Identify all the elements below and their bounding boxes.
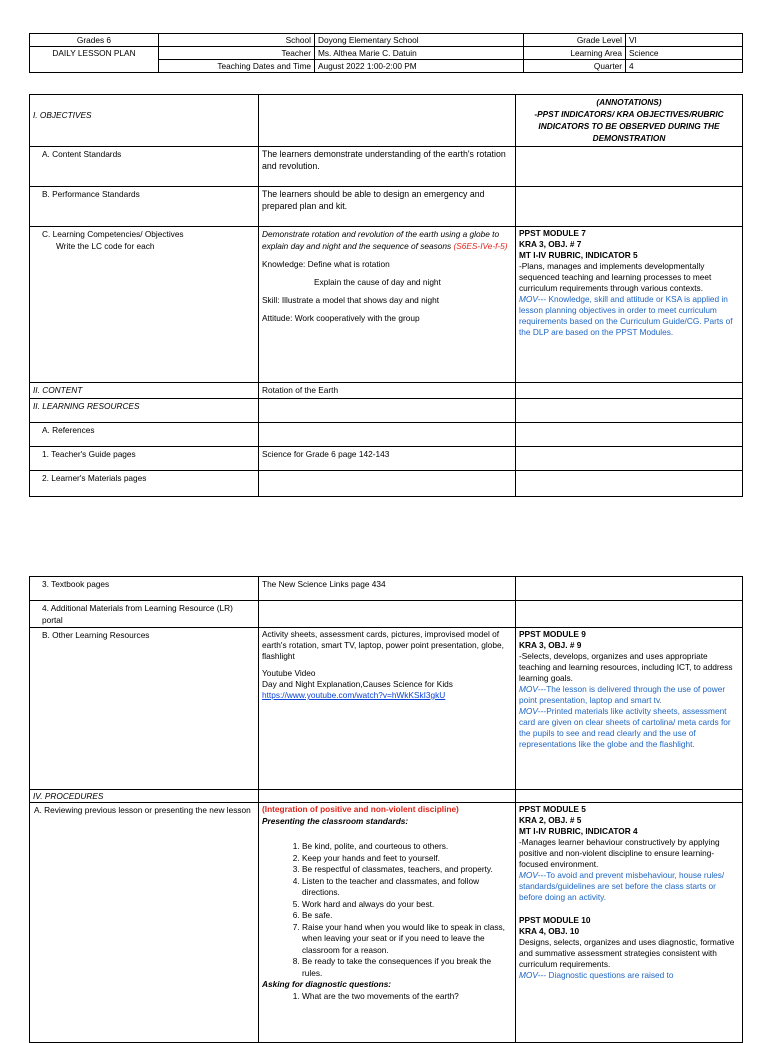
classroom-rule-item: 1. Be kind, polite, and courteous to others. [302,841,512,853]
content-standards-annotation [516,147,743,187]
content-standards-label: A. Content Standards [30,147,259,187]
grades-label: Grades 6 [30,34,159,47]
lc-code: (S6ES-IVe-f-5) [453,241,508,251]
dlp-title: DAILY LESSON PLAN [30,47,159,73]
school-label: School [159,34,315,47]
teachers-guide-annotation [516,447,743,471]
performance-standards-label: B. Performance Standards [30,187,259,227]
diagnostic-question-item: 1. What are the two movements of the earth? [302,991,512,1003]
learning-competencies-value [259,227,516,383]
lc-label-line1: C. Learning Competencies/ Objectives [42,229,184,239]
presenting-standards: Presenting the classroom standards: [262,815,409,826]
teachers-guide-label: 1. Teacher's Guide pages [30,447,259,471]
objectives-empty [259,95,516,147]
objectives-table [29,94,743,497]
ann3-module: PPST MODULE 5 [519,804,586,814]
classroom-rule-item: 5. Work hard and always do your best. [302,899,512,911]
ann3-kra: KRA 2, OBJ. # 5 [519,815,582,825]
learning-competencies-label [30,227,259,383]
quarter-value: 4 [626,60,743,73]
content-standards-value: The learners demonstrate understanding of the earth's rotation and revolution. [259,147,516,187]
learners-materials-value [259,471,516,497]
ann2-mov2-label: MOV [519,706,538,716]
learning-resources-annotation [516,399,743,423]
learning-area-value: Science [626,47,743,60]
school-value: Doyong Elementary School [315,34,524,47]
lc-label-line2: Write the LC code for each [56,241,155,251]
learning-area-label: Learning Area [524,47,626,60]
ann2-desc: -Selects, develops, organizes and uses appropriate teaching and learning resources, including ICT, to address learning goals. [519,651,733,683]
classroom-rule-item: 4. Listen to the teacher and classmates, and follow directions. [302,876,512,899]
ann4-mov-label: MOV [519,970,538,980]
annotations-subtitle: -PPST INDICATORS/ KRA OBJECTIVES/RUBRIC INDICATORS TO BE OBSERVED DURING THE DEMONSTRATION [534,109,724,143]
textbook-value: The New Science Links page 434 [259,577,516,601]
reviewing-lesson-text: A. Reviewing previous lesson or presenting the new lesson [34,805,251,815]
textbook-annotation [516,577,743,601]
reviewing-lesson-annotation [516,803,743,1043]
ann2-mov2: ---Printed materials like activity sheets, assessment card are given on clear sheets of cartolina/ meta cards for the pupils to see and read clearly and the use of representations like the globe and the flashlight. [519,706,731,749]
youtube-title: Day and Night Explanation,Causes Science for Kids [262,679,453,689]
ann-rubric: MT I-IV RUBRIC, INDICATOR 5 [519,250,638,260]
lc-text: Demonstrate rotation and revolution of the earth using a globe to explain day and night and the sequence of seasons [262,229,500,251]
ann4-module: PPST MODULE 10 [519,915,591,925]
references-label: A. References [30,423,259,447]
ann3-mov: ---To avoid and prevent misbehaviour, house rules/ standards/guidelines are set before the class starts or before doing an activity. [519,870,725,902]
performance-standards-value: The learners should be able to design an emergency and prepared plan and kit. [259,187,516,227]
references-value [259,423,516,447]
other-resources-text: Activity sheets, assessment cards, pictures, improvised model of earth's rotation, smart TV, laptop, power point presentation, globe, flashlight [262,629,504,661]
ann-module: PPST MODULE 7 [519,228,586,238]
classroom-rules-list [262,841,512,979]
textbook-label: 3. Textbook pages [30,577,259,601]
teacher-label: Teacher [159,47,315,60]
header-table [29,33,743,73]
additional-materials-annotation [516,601,743,628]
knowledge-objective: Knowledge: Define what is rotation [262,259,390,269]
ann3-mov-label: MOV [519,870,538,880]
content-value: Rotation of the Earth [259,383,516,399]
annotations-title: (ANNOTATIONS) [596,97,662,107]
quarter-label: Quarter [524,60,626,73]
lc-annotation [516,227,743,383]
learners-materials-label: 2. Learner's Materials pages [30,471,259,497]
diagnostic-questions-list [262,991,512,1003]
references-annotation [516,423,743,447]
ann2-kra: KRA 3, OBJ. # 9 [519,640,582,650]
classroom-rule-item: 8. Be ready to take the consequences if you break the rules. [302,956,512,979]
youtube-link[interactable]: https://www.youtube.com/watch?v=hWkKSkI3gkU [262,690,446,700]
attitude-objective: Attitude: Work cooperatively with the group [262,313,420,323]
knowledge-objective-2: Explain the cause of day and night [314,277,441,287]
page2-table [29,576,743,1043]
dates-label: Teaching Dates and Time [159,60,315,73]
learners-materials-annotation [516,471,743,497]
annotations-header [516,95,743,147]
ann-mov: --- Knowledge, skill and attitude or KSA is applied in lesson planning objectives in order to meet curriculum requirements based on the Curriculum Guide/CG. Parts of the DLP are based on the PPST Modules. [519,294,733,337]
other-resources-annotation [516,628,743,790]
reviewing-lesson-label [30,803,259,1043]
ann-desc: -Plans, manages and implements developmentally sequenced teaching and learning processes to meet curriculum requirements through various contexts. [519,261,712,293]
procedures-empty [259,790,516,803]
procedures-title: IV. PROCEDURES [30,790,259,803]
content-title: II. CONTENT [30,383,259,399]
skill-objective: Skill: Illustrate a model that shows day and night [262,295,440,305]
ann2-module: PPST MODULE 9 [519,629,586,639]
other-resources-value [259,628,516,790]
integration-note: (Integration of positive and non-violent discipline) [262,804,459,814]
ann4-kra: KRA 4, OBJ. 10 [519,926,580,936]
ann2-mov1-label: MOV [519,684,538,694]
ann2-mov1: ---The lesson is delivered through the use of power point presentation, laptop and smart tv. [519,684,726,705]
grade-level-label: Grade Level [524,34,626,47]
content-annotation [516,383,743,399]
classroom-rule-item: 3. Be respectful of classmates, teachers, and property. [302,864,512,876]
classroom-rule-item: 6. Be safe. [302,910,512,922]
additional-materials-value [259,601,516,628]
ann3-rubric: MT I-IV RUBRIC, INDICATOR 4 [519,826,638,836]
learning-resources-title: II. LEARNING RESOURCES [30,399,259,423]
ann4-desc: Designs, selects, organizes and uses diagnostic, formative and summative assessment strategies consistent with curriculum requirements. [519,937,735,969]
grade-level-value: VI [626,34,743,47]
reviewing-lesson-value [259,803,516,1043]
additional-materials-label: 4. Additional Materials from Learning Resource (LR) portal [30,601,259,628]
other-resources-label: B. Other Learning Resources [30,628,259,790]
classroom-rule-item: 2. Keep your hands and feet to yourself. [302,853,512,865]
teachers-guide-value: Science for Grade 6 page 142-143 [259,447,516,471]
asking-diagnostic: Asking for diagnostic questions: [262,979,392,989]
ann3-desc: -Manages learner behaviour constructively by applying positive and non-violent discipline to ensure learning-focused environment. [519,837,720,869]
performance-standards-annotation [516,187,743,227]
ann-kra: KRA 3, OBJ. # 7 [519,239,582,249]
dates-value: August 2022 1:00-2:00 PM [315,60,524,73]
youtube-label: Youtube Video [262,668,316,678]
classroom-rule-item: 7. Raise your hand when you would like to speak in class, when leaving your seat or if you need to leave the classroom for a reason. [302,922,512,957]
teacher-value: Ms. Althea Marie C. Datuin [315,47,524,60]
learning-resources-empty [259,399,516,423]
procedures-annotation-empty [516,790,743,803]
ann-mov-label: MOV [519,294,538,304]
objectives-title: I. OBJECTIVES [30,95,259,147]
ann4-mov: --- Diagnostic questions are raised to [537,970,674,980]
